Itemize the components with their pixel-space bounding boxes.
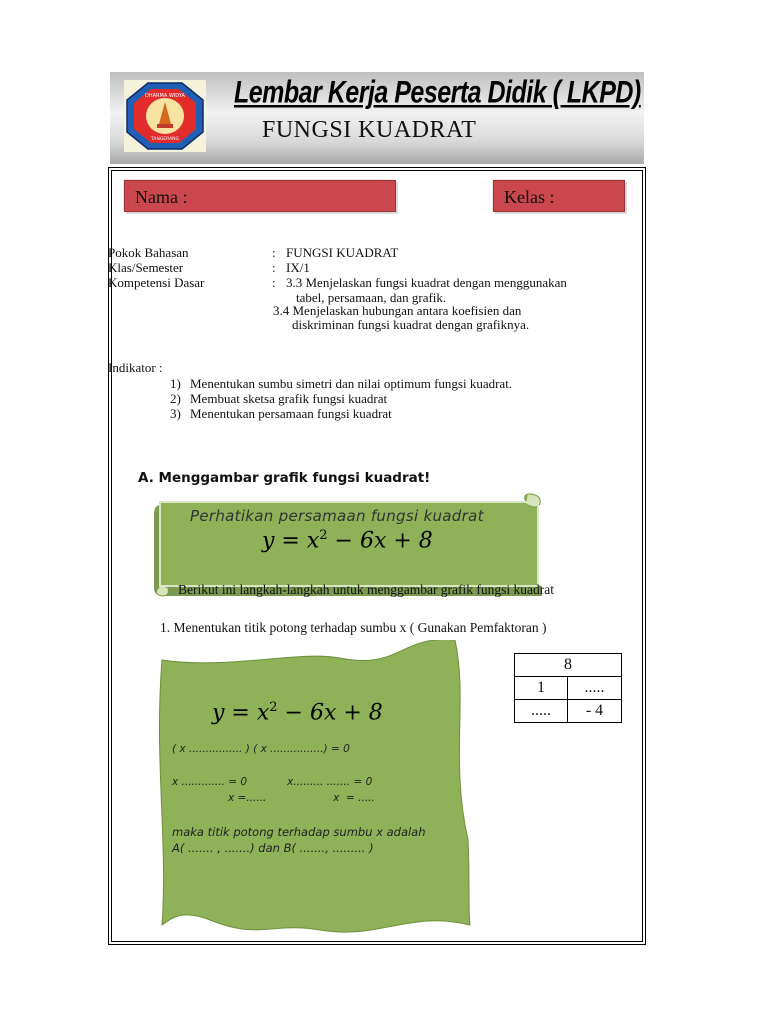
step-1: 1. Menentukan titik potong terhadap sumbu x ( Gunakan Pemfaktoran ) [160, 620, 547, 635]
equation-main: $y = x^2 - 6x + 8$ [262, 528, 433, 554]
worksheet-equation: $y = x^2 - 6x + 8$ [212, 700, 383, 726]
table-cell: 1 [515, 677, 568, 700]
indikator-item: 2) Membuat sketsa grafik fungsi kuadrat [170, 391, 388, 406]
kd-continuation: tabel, persamaan, dan grafik. [296, 290, 447, 305]
school-logo [124, 80, 206, 152]
table-cell[interactable]: ..... [515, 700, 568, 723]
table-cell-top: 8 [515, 654, 622, 677]
info-value: 3.3 Menjelaskan fungsi kuadrat dengan menggunakan [286, 275, 567, 290]
green-worksheet-shape [150, 640, 480, 940]
factor-line[interactable]: ( x ................ ) ( x ................) = 0 [172, 743, 350, 755]
indikator-item: 3) Menentukan persamaan fungsi kuadrat [170, 406, 392, 421]
indikator-heading: Indikator : [108, 360, 163, 375]
info-value: IX/1 [286, 260, 310, 275]
info-label: Pokok Bahasan [108, 245, 189, 260]
info-label: Klas/Semester [108, 260, 184, 275]
intercept-points[interactable]: A( ....... , .......) dan B( ......., ......... ) [172, 841, 374, 855]
section-a-heading: A. Menggambar grafik fungsi kuadrat! [138, 470, 431, 486]
page-subtitle: FUNGSI KUADRAT [262, 117, 477, 143]
scroll-instruction: Perhatikan persamaan fungsi kuadrat [190, 507, 484, 525]
table-cell: - 4 [568, 700, 622, 723]
intercept-statement: maka titik potong terhadap sumbu x adalah [172, 825, 426, 839]
info-colon: : [272, 245, 276, 260]
root-line[interactable]: x ............. = 0 x......... ....... = 0 [172, 776, 373, 788]
steps-intro: Berikut ini langkah-langkah untuk menggambar grafik fungsi kuadrat [178, 582, 555, 597]
factor-table [514, 653, 622, 723]
table-cell[interactable]: ..... [568, 677, 622, 700]
indikator-item: 1) Menentukan sumbu simetri dan nilai optimum fungsi kuadrat. [170, 376, 513, 391]
kd-item-2: 3.4 Menjelaskan hubungan antara koefisien dan [273, 303, 522, 318]
info-value: FUNGSI KUADRAT [286, 245, 399, 260]
info-label: Kompetensi Dasar [108, 275, 205, 290]
root-values[interactable]: x =...... x = ..... [228, 792, 375, 804]
svg-text:DHARMA WIDYA: DHARMA WIDYA [145, 93, 185, 99]
kelas-field[interactable]: Kelas : [493, 180, 625, 212]
info-colon: : [272, 260, 276, 275]
info-colon: : [272, 275, 276, 290]
svg-text:TANGERANG: TANGERANG [150, 137, 180, 142]
lkpd-title: Lembar Kerja Peserta Didik ( LKPD) [234, 75, 641, 110]
nama-field[interactable]: Nama : [124, 180, 396, 212]
kd-item-2-continuation: diskriminan fungsi kuadrat dengan grafiknya. [292, 317, 530, 332]
